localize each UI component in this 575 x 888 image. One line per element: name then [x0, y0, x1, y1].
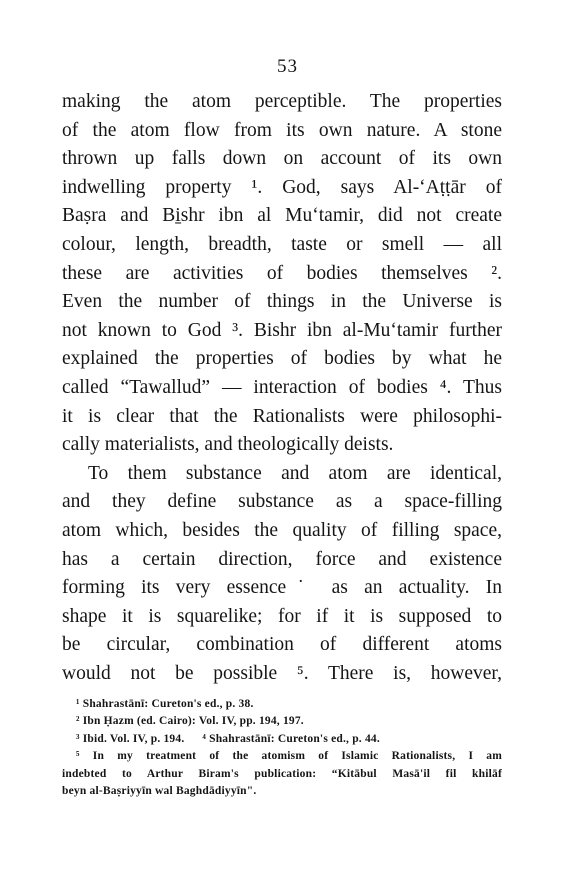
body-line-16: atom which, besides the quality of filling space, [62, 519, 502, 541]
body-line-11: called “Tawallud” — interaction of bodies ⁴. Thus [62, 376, 502, 398]
footnote-3-4-row [62, 731, 502, 748]
footnote-1: ¹ Shahrastānī: Cureton's ed., p. 38. [76, 698, 254, 710]
body-line-10: explained the properties of bodies by what he [62, 348, 502, 370]
body-line-5: Baṣra and Bi̱shr ibn al Mu‘tamir, did not create [62, 205, 502, 227]
footnote-4: ⁴ Shahrastānī: Cureton's ed., p. 44. [202, 732, 380, 745]
body-line-19: shape it is squarelike; for if it is supposed to [62, 605, 502, 627]
body-text [62, 88, 502, 688]
body-line-8: Even the number of things in the Universe is [62, 291, 502, 313]
body-line-21: would not be possible ⁵. There is, however, [62, 662, 502, 684]
body-line-20: be circular, combination of different atoms [62, 634, 502, 656]
page-number: 53 [277, 56, 298, 77]
body-line-12: it is clear that the Rationalists were philosophi- [62, 405, 502, 427]
body-line-4: indwelling property ¹. God, says Al-‘Aṭṭār of [62, 176, 502, 198]
footnote-5-line-2: indebted to Arthur Biram's publication: “Kitābul Masā'il fil khilāf [62, 767, 502, 780]
footnote-5-line-1: ⁵ In my treatment of the atomism of Islamic Rationalists, I am [76, 750, 502, 763]
body-line-15: and they define substance as a space-filling [62, 491, 502, 513]
body-line-6: colour, length, breadth, taste or smell — all [62, 233, 502, 255]
body-line-9: not known to God ³. Bishr ibn al-Mu‘tamir further [62, 319, 502, 341]
body-line-17: has a certain direction, force and existence [62, 548, 502, 570]
body-line-2: of the atom flow from its own nature. A stone [62, 119, 502, 141]
footnotes [62, 696, 502, 800]
body-line-3: thrown up falls down on account of its own [62, 148, 502, 170]
footnote-3: ³ Ibid. Vol. IV, p. 194. [76, 732, 185, 745]
body-line-18: forming its very essence˙ as an actuality. In [62, 577, 502, 599]
footnote-5-line-3: beyn al-Baṣriyyīn wal Baghdādiyyīn". [62, 784, 257, 797]
body-line-7: these are activities of bodies themselves ². [62, 262, 502, 284]
body-line-13: cally materialists, and theologically deists. [62, 434, 394, 456]
body-line-14: To them substance and atom are identical, [88, 462, 502, 484]
body-line-1: making the atom perceptible. The properties [62, 91, 502, 112]
footnote-2: ² Ibn Ḥazm (ed. Cairo): Vol. IV, pp. 194, 197. [76, 715, 304, 728]
